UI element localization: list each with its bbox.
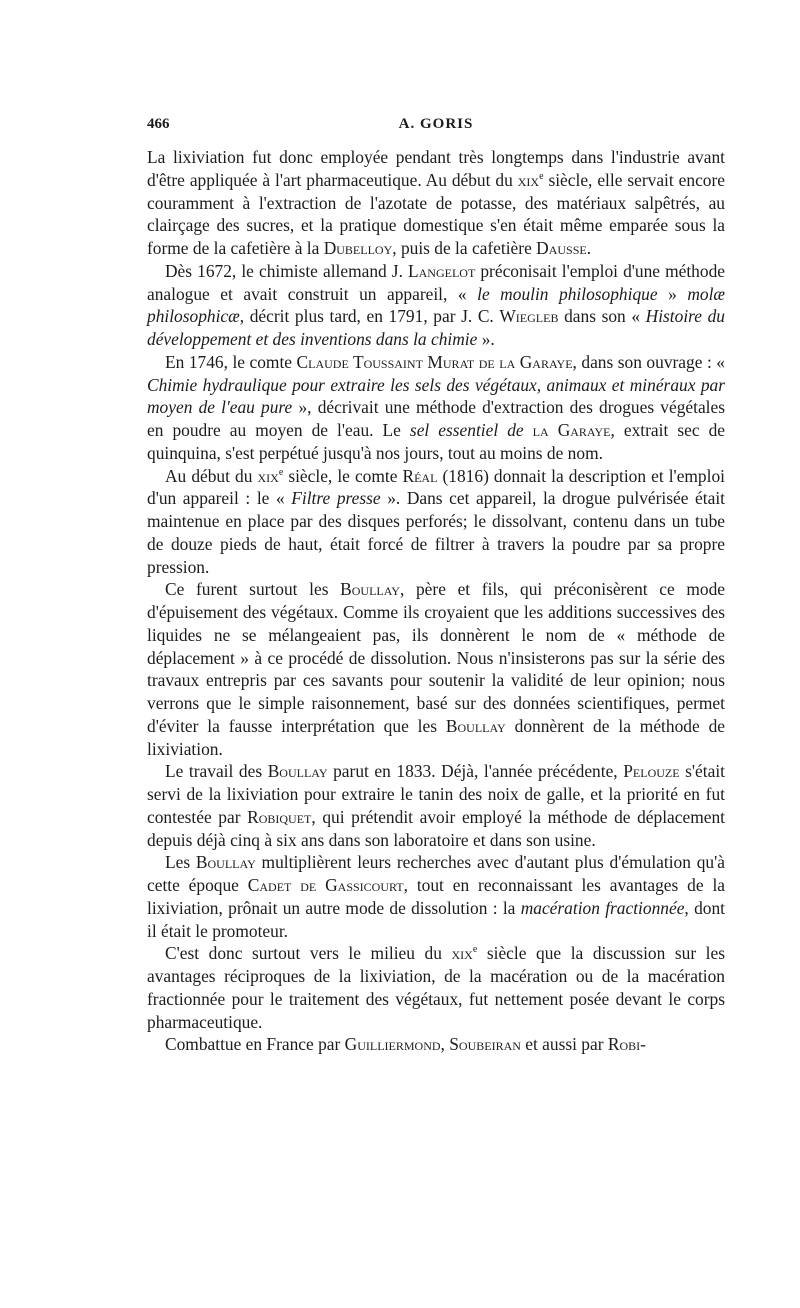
text-run: préconisait l'emploi d'une méthode analogue et avait construit un appareil, « [147, 260, 725, 304]
small-caps-text: la Garaye [532, 420, 611, 440]
small-caps-text: Robiquet [247, 806, 312, 827]
text-run: . [586, 238, 592, 258]
paragraph [147, 851, 725, 942]
text-run: », décrivait une méthode d'extraction des drogues végétales en poudre au moyen de l'eau. Le [147, 397, 725, 440]
text-run: Le travail des [165, 761, 268, 782]
small-caps-text: Réal [402, 465, 438, 486]
small-caps-text: Boullay [195, 852, 256, 873]
paragraph [147, 260, 725, 351]
superscript: e [472, 944, 478, 956]
small-caps-text: Boullay [267, 761, 328, 782]
text-run: siècle que la discussion sur les avantages réciproques de la lixiviation, de la macération ou de la macération fractionnée pour le traitement des végétaux, fut nettement posée devant le corps pharmaceutique. [147, 943, 726, 1032]
italic-text: Histoire du développement et des inventions dans la chimie [147, 306, 725, 349]
paragraph [147, 760, 725, 851]
text-run: , père et fils, qui préconisèrent ce mode d'épuisement des végétaux. Comme ils croyaient que les additions successives des liquides ne se mélangeaient pas, ils donnèrent le nom de « méthode de déplacement » à ce procédé de dissolution. Nous n'insisterons pas sur la série des travaux entrepris par ces savants pour soutenir la validité de leur opinion; nous verrons que le simple raisonnement, basé sur des données scientifiques, permet d'éviter la fausse interprétation que les [147, 579, 725, 736]
italic-text: molæ philosophicæ [147, 283, 726, 327]
text-run: , qui prétendit avoir employé la méthode de déplacement depuis déjà cinq à six ans dans son laboratoire et dans son usine. [147, 806, 725, 850]
text-run: , tout en reconnaissant les avantages de la lixiviation, prônait un autre mode de dissolution : la [147, 875, 725, 918]
text-run: multiplièrent leurs recherches avec d'autant plus d'émulation qu'à cette époque [147, 852, 725, 895]
text-run [524, 420, 533, 440]
small-caps-text: Boullay [445, 715, 506, 736]
text-run: » [657, 283, 688, 304]
text-run: , [440, 1034, 450, 1055]
paragraph [147, 942, 725, 1033]
text-run: En 1746, le comte [165, 351, 297, 372]
italic-text: macération fractionnée [520, 897, 685, 918]
paragraph [147, 1033, 725, 1056]
paragraph [147, 351, 725, 465]
text-run: et aussi par [520, 1034, 608, 1055]
small-caps-text: Guilliermond [344, 1034, 441, 1055]
small-caps-text: Wiegleb [499, 306, 559, 327]
text-run: Combattue en France par [165, 1034, 345, 1055]
text-run: ». [477, 329, 495, 349]
superscript: e [539, 170, 544, 182]
text-run: parut en 1833. Déjà, l'année précédente, [327, 761, 624, 782]
small-caps-text: Robi- [607, 1034, 646, 1055]
small-caps-text: Claude Toussaint Murat de la Garaye [296, 351, 573, 372]
small-caps-text: xix [517, 169, 540, 190]
page-header [147, 116, 725, 138]
text-run: s'était servi de la lixiviation pour extraire le tanin des noix de galle, et la priorité en fut contestée par [147, 761, 725, 827]
page-number: 466 [147, 116, 170, 132]
italic-text: Chimie hydraulique pour extraire les sels des végétaux, animaux et minéraux par moyen de l'eau pure [147, 374, 725, 418]
text-run: Ce furent surtout les [165, 579, 341, 600]
text-run: , puis de la cafetière [392, 238, 537, 258]
italic-text: le moulin philosophique [477, 283, 658, 304]
text-run: (1816) donnait la description et l'emploi d'un appareil : le « [147, 465, 725, 509]
small-caps-text: Cadet de Gassicourt [247, 875, 404, 895]
text-run: La lixiviation fut donc employée pendant très longtemps dans l'industrie avant d'être appliquée à l'art pharmaceutique. Au début du [147, 147, 725, 190]
small-caps-text: xix [257, 465, 279, 486]
italic-text: sel essentiel de [409, 420, 524, 440]
text-run: siècle, le comte [283, 465, 403, 486]
small-caps-text: Dausse [536, 238, 587, 258]
small-caps-text: xix [451, 943, 473, 964]
text-run: , dont il était le promoteur. [147, 897, 725, 941]
small-caps-text: Boullay [340, 579, 400, 600]
italic-text: Filtre presse [291, 488, 381, 509]
text-run: donnèrent de la méthode de lixiviation. [147, 715, 725, 759]
small-caps-text: Pelouze [623, 761, 680, 782]
small-caps-text: Dubelloy [323, 238, 393, 258]
text-run: , décrit plus tard, en 1791, par J. C. [239, 306, 500, 327]
running-head: A. GORIS [398, 116, 474, 132]
text-run: ». Dans cet appareil, la drogue pulvérisée était maintenue en place par des disques perforés; le dissolvant, contenu dans un tube de douze pieds de haut, était forcé de filtrer à travers la poudre par sa propre pression. [147, 488, 725, 577]
paragraph [147, 146, 725, 260]
body-text [147, 146, 725, 1056]
paragraph [147, 578, 725, 760]
text-run: C'est donc surtout vers le milieu du [165, 943, 452, 964]
text-run: Les [165, 852, 196, 873]
superscript: e [278, 466, 284, 478]
text-run: , extrait sec de quinquina, s'est perpétué jusqu'à nos jours, tout au moins de nom. [147, 420, 725, 463]
text-run: , dans son ouvrage : « [572, 351, 725, 372]
paragraph [147, 465, 725, 579]
small-caps-text: Langelot [408, 260, 476, 281]
small-caps-text: Soubeiran [449, 1034, 521, 1055]
text-run: dans son « [558, 306, 646, 327]
text-run: Dès 1672, le chimiste allemand J. [165, 260, 408, 281]
text-run: siècle, elle servait encore couramment à l'extraction de l'azotate de potasse, des matériaux salpêtrés, au clairçage des sucres, et la pratique domestique s'en était même emparée sous la forme de la cafetière à la [147, 169, 725, 258]
text-run: Au début du [165, 465, 258, 486]
